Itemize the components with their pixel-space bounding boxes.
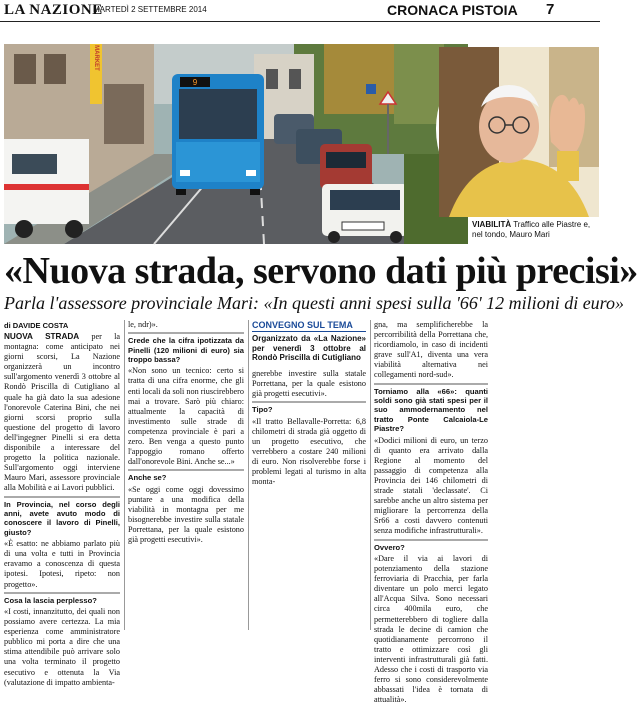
- caption-text: Traffico alle Piastre e, nel tondo, Mauro Mari: [472, 220, 591, 239]
- market-sign-text: MARKET: [93, 45, 99, 71]
- column-divider: [370, 320, 371, 630]
- col3-paragraph-0: gnerebbe investire sulla statale Porrettana, per la quale esistono già progetti esecutivi».: [252, 368, 366, 399]
- column-1: [4, 332, 120, 687]
- column-4: [374, 320, 488, 705]
- col3-paragraph-1: «Il tratto Bellavalle-Porretta: 6,8 chilometri di strada già oggetto di un progetto esecutivo, che verrebbero a costare 240 milioni di euro. Non risolverebbe forse i problemi legati al turismo in alta monta-: [252, 416, 366, 487]
- col1-paragraph-1: NUOVA STRADA per la montagna: come anticipato nei giorni scorsi, La Nazione organizzerà un incontro sull'argomento venerdì 3 ottobre al Rondò Priscilla di Cutigliano al quale ha già dato la sua adesione l'onorevole Caterina Bini, che nei giorni scorsi proprio sulla questione del progetto di lavoro dell'ingegner Pinelli si era detta disponibile a interessare del progetto la politica nazionale. Sull'argomento oggi interviene Mauro Mari, assessore provinciale alla Mobilità e ai Lavori pubblici.: [4, 332, 120, 493]
- col4-paragraph-3: «Dare il via ai lavori di potenziamento della stazione ferroviaria di Pracchia, per farla diventare un polo merci legato all'Acqua Silva. Sono necessari circa 400mila euro, che permetterebbero di togliere dalla strada le decine di camion che quotidianamente percorrono il tratto e ottimizzare così gli interventi infrastrutturali già fatti. Adesso che i costi di trasporto via ferro si sono considerevolmente abbassati l'idea è tornata di attualità».: [374, 553, 488, 705]
- col1-paragraph-3: «I costi, innanzitutto, dei quali non possiamo avere certezza. La mia esperienza come amministratore pubblico mi porta a dire che una stima attendibile può arrivare solo una volta terminato il progetto esecutivo e ottenuta la Via (valutazione di impatto ambienta-: [4, 607, 120, 687]
- street-scene-illustration: [4, 44, 468, 244]
- col2-paragraph-1: le, ndr)».: [128, 320, 158, 329]
- col2-paragraph-2: «Non sono un tecnico: certo si tratta di una cifra enorme, che gli enti locali da soli non riuscirebbero mai a trovare. Sarò più chiaro: attualmente la capacità di investimento sulle strade di competenza provinciale è pari a zero. Ben venga a questo punto l'appoggio romano offerto dall'onorevole Bini. Anche se...»: [128, 366, 244, 467]
- headline: «Nuova strada, servono dati più precisi»: [4, 250, 638, 292]
- event-box-title: CONVEGNO SUL TEMA: [252, 320, 366, 332]
- col2-paragraph-3: «Se oggi come oggi dovessimo puntare a una modifica della viabilità in montagna per me bisognerebbe investire sulla statale Porrettana, per la quale esistono già progetti esecutivi».: [128, 484, 244, 545]
- subheadline: Parla l'assessore provinciale Mari: «In questi anni spesi sulla '66' 12 milioni di euro»: [4, 293, 625, 313]
- photo-caption: [472, 220, 600, 240]
- col4-paragraph-1: gna, ma semplificherebbe la percorribilità della Porrettana che, ricordiamolo, in caso di incidenti grave sull'A1, diventa una vera viabilità alternativa nei collegamenti nord-sud».: [374, 320, 488, 380]
- col1-lead: NUOVA STRADA: [4, 332, 80, 341]
- portrait-illustration: [439, 47, 599, 217]
- street-photo: [4, 44, 468, 244]
- portrait-inset: [436, 44, 596, 214]
- col4-paragraph-2: «Dodici milioni di euro, un terzo di quanto era arrivato dalla Regione al momento del passaggio di competenza alla Provincia dei 146 chilometri di strade statali 'declassate'. Ci sarebbe anche un altro sistema per migliorare la percorrenza della Sr66 a costi davvero contenuti senza modifiche infrastrutturali».: [374, 435, 488, 536]
- bus-number: 9: [192, 78, 198, 87]
- col3-question-1: Tipo?: [252, 401, 366, 414]
- col4-question-1: Torniamo alla «66»: quanti soldi sono già stati spesi per il suo ammodernamento nel tratto Ponte Calcaiola-Le Piastre?: [374, 383, 488, 434]
- byline: di DAVIDE COSTA: [4, 321, 69, 330]
- col4-question-2: Ovvero?: [374, 539, 488, 552]
- col1-paragraph-2: «È esatto: ne abbiamo parlato più di una volta e tutti in Provincia eravamo a conoscenza di questa ipotesi. Ipotesi, ripeto: non progetto».: [4, 539, 120, 589]
- issue-date: MARTEDÌ 2 SETTEMBRE 2014: [93, 5, 207, 14]
- masthead: LA NAZIONE: [4, 2, 103, 18]
- column-3: [252, 320, 366, 618]
- column-2: [128, 320, 244, 618]
- column-divider: [124, 320, 125, 630]
- col1-question-1: In Provincia, nel corso degli anni, avete avuto modo di conoscere il lavoro di Pinelli, giusto?: [4, 496, 120, 538]
- section-title: CRONACA PISTOIA: [387, 2, 518, 18]
- column-divider: [248, 320, 249, 630]
- col2-question-1: Crede che la cifra ipotizzata da Pinelli (120 milioni di euro) sia troppo bassa?: [128, 332, 244, 364]
- caption-label: VIABILITÀ: [472, 220, 512, 229]
- col2-question-2: Anche se?: [128, 469, 244, 482]
- col1-question-2: Cosa la lascia perplesso?: [4, 592, 120, 605]
- page-number: 7: [546, 1, 555, 18]
- event-box-text: Organizzato da «La Nazione» per venerdì 3 ottobre al Rondò Priscilla di Cutigliano: [252, 334, 366, 363]
- page-header: [0, 0, 600, 22]
